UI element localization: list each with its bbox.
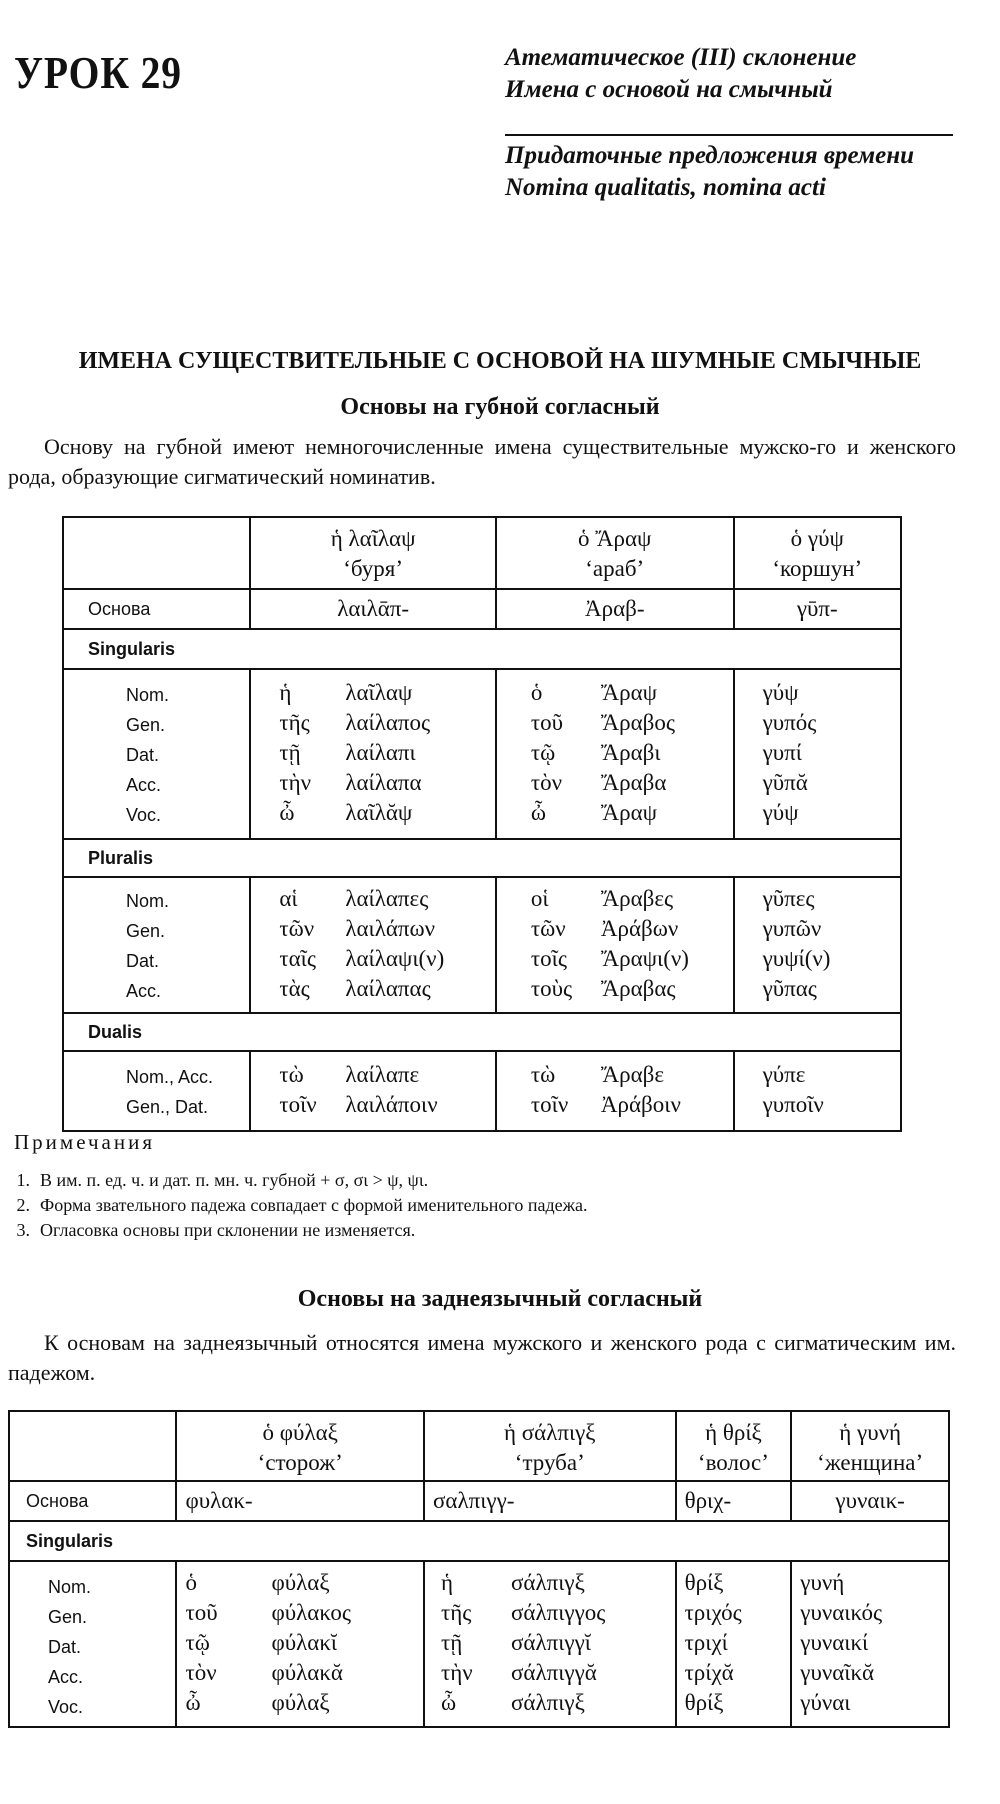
stem-cell: φυλακ- xyxy=(176,1481,424,1521)
header-cell: ὁ γύψ ‘коршун’ xyxy=(734,517,901,589)
lesson-title: УРОК 29 xyxy=(14,47,182,98)
stem-cell: γῡπ- xyxy=(734,589,901,629)
header-cell: ἡ γυνή ‘женщина’ xyxy=(791,1411,949,1481)
header-cell: ὁ Ἄραψ ‘араб’ xyxy=(496,517,734,589)
velar-title: Основы на заднеязычный согласный xyxy=(297,1286,703,1312)
forms-cell: γύπε γυποῖν xyxy=(734,1051,901,1131)
forms-cell: τὼ λαίλαπε τοῖν λαιλάποιν xyxy=(250,1051,496,1131)
header-divider xyxy=(505,134,953,136)
forms-cell: αἱ λαίλαπες τῶν λαιλάπων ταῖς λαίλαψι(ν) τὰς λαίλαπας xyxy=(250,877,496,1013)
forms-cell: τὼ Ἄραβε τοῖν Ἀράβοιν xyxy=(496,1051,734,1131)
notes-title: Примечания xyxy=(14,1130,156,1154)
topic-line: Nomina qualitatis, nomina acti xyxy=(505,174,826,201)
number-label: Pluralis xyxy=(63,839,901,877)
stem-cell: Ἀραβ- xyxy=(496,589,734,629)
number-label: Singularis xyxy=(63,629,901,669)
case-labels: Nom. Gen. Dat. Acc. xyxy=(63,877,250,1013)
stem-cell: γυναικ- xyxy=(791,1481,949,1521)
topic-line: Атематическое (III) склонение xyxy=(505,44,857,71)
case-labels: Nom. Gen. Dat. Acc. Voc. xyxy=(63,669,250,839)
stem-label: Основа xyxy=(63,589,250,629)
note-item: 2. Форма звательного падежа совпадает с формой именительного падежа. xyxy=(16,1195,588,1215)
header-cell: ἡ λαῖλαψ ‘буря’ xyxy=(250,517,496,589)
stem-cell: θριχ- xyxy=(676,1481,792,1521)
labial-title: Основы на губной согласный xyxy=(340,394,660,420)
stem-cell: σαλπιγγ- xyxy=(424,1481,676,1521)
forms-cell: οἱ Ἄραβες τῶν Ἀράβων τοῖς Ἄραψι(ν) τοὺς Ἄραβας xyxy=(496,877,734,1013)
topics-group-2 xyxy=(505,140,914,204)
forms-cell: γῦπες γυπῶν γυψί(ν) γῦπας xyxy=(734,877,901,1013)
stem-label: Основа xyxy=(9,1481,176,1521)
note-item: 3. Огласовка основы при склонении не изменяется. xyxy=(16,1220,416,1240)
section-title: ИМЕНА СУЩЕСТВИТЕЛЬНЫЕ С ОСНОВОЙ НА ШУМНЫЕ СМЫЧНЫЕ xyxy=(78,348,922,374)
header-cell: ἡ θρίξ ‘волос’ xyxy=(676,1411,792,1481)
forms-cell: γυνή γυναικός γυναικί γυναῖκᾰ γύναι xyxy=(791,1561,949,1727)
case-labels: Nom., Acc. Gen., Dat. xyxy=(63,1051,250,1131)
stem-cell: λαιλᾱπ- xyxy=(250,589,496,629)
velar-declension-table xyxy=(8,1410,950,1728)
forms-cell: θρίξ τριχός τριχί τρίχᾰ θρίξ xyxy=(676,1561,792,1727)
topic-line: Имена с основой на смычный xyxy=(505,76,833,103)
header-cell: ὁ φύλαξ ‘сторож’ xyxy=(176,1411,424,1481)
number-label: Singularis xyxy=(9,1521,949,1561)
note-item: 1. В им. п. ед. ч. и дат. п. мн. ч. губной + σ, σι > ψ, ψι. xyxy=(16,1170,429,1190)
forms-cell: ὁ Ἄραψ τοῦ Ἄραβος τῷ Ἄραβι τὸν Ἄραβα ὦ Ἄραψ xyxy=(496,669,734,839)
notes-list xyxy=(0,1168,980,1243)
case-labels: Nom. Gen. Dat. Acc. Voc. xyxy=(9,1561,176,1727)
forms-cell: γύψ γυπός γυπί γῦπᾰ γύψ xyxy=(734,669,901,839)
topics-group-1 xyxy=(505,42,856,106)
number-label: Dualis xyxy=(63,1013,901,1051)
forms-cell: ἡ σάλπιγξ τῆς σάλπιγγος τῇ σάλπιγγῐ τὴν σάλπιγγᾰ ὦ σάλπιγξ xyxy=(424,1561,676,1727)
labial-intro: Основу на губной имеют немногочисленные имена существительные мужско-го и женского рода, образующие сигматический номинатив. xyxy=(8,434,956,489)
forms-cell: ἡ λαῖλαψ τῆς λαίλαπος τῇ λαίλαπι τὴν λαίλαπα ὦ λαῖλᾰψ xyxy=(250,669,496,839)
labial-declension-table xyxy=(62,516,902,1132)
velar-intro: К основам на заднеязычный относятся имена мужского и женского рода с сигматическим им. падежом. xyxy=(8,1330,956,1385)
topic-line: Придаточные предложения времени xyxy=(505,142,915,169)
forms-cell: ὁ φύλαξ τοῦ φύλακος τῷ φύλακῐ τὸν φύλακᾰ ὦ φύλαξ xyxy=(176,1561,424,1727)
header-cell: ἡ σάλπιγξ ‘труба’ xyxy=(424,1411,676,1481)
